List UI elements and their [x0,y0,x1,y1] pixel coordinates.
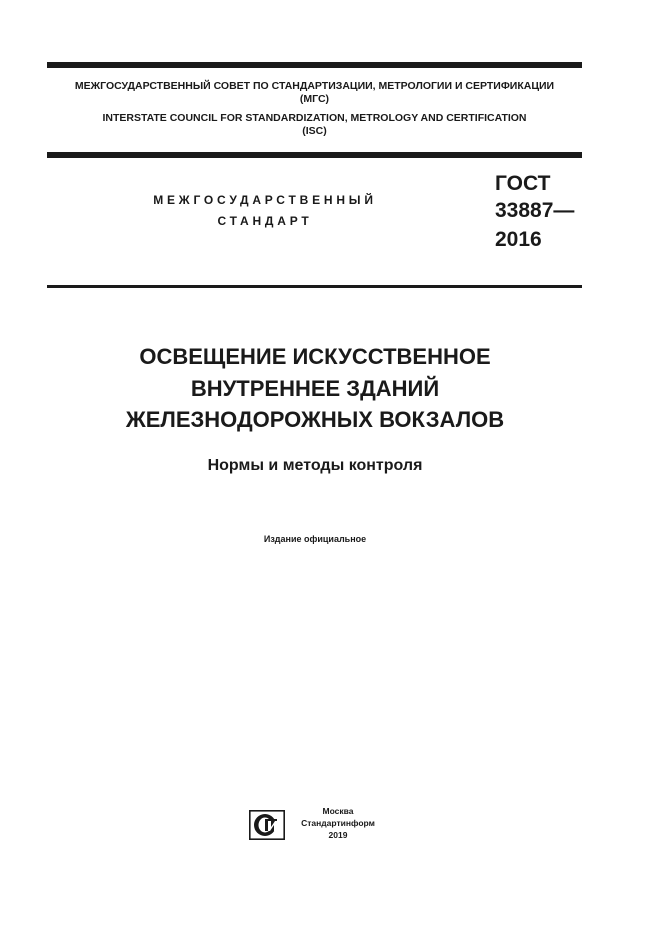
council-en-name: INTERSTATE COUNCIL FOR STANDARDIZATION, METROLOGY AND CERTIFICATION [102,112,527,124]
standard-type-line2: СТАНДАРТ [217,214,313,228]
thin-rule [47,285,582,288]
standartinform-logo-icon [249,810,285,840]
council-ru [47,80,582,106]
gost-prefix: ГОСТ [495,172,551,195]
council-en-abbr: (ISC) [302,125,327,137]
title-line1: ОСВЕЩЕНИЕ ИСКУССТВЕННОЕ [139,344,491,369]
publisher-name: Стандартинформ [301,818,375,828]
council-ru-name: МЕЖГОСУДАРСТВЕННЫЙ СОВЕТ ПО СТАНДАРТИЗАЦИИ, МЕТРОЛОГИИ И СЕРТИФИКАЦИИ [74,80,555,92]
title-line3: ЖЕЛЕЗНОДОРОЖНЫХ ВОКЗАЛОВ [125,407,505,432]
title-line2: ВНУТРЕННЕЕ ЗДАНИЙ [190,376,440,401]
council-en [47,112,582,138]
council-ru-abbr: (МГС) [299,93,330,105]
gost-year: 2016 [495,228,542,251]
top-rule [47,62,582,68]
standard-type-line1: МЕЖГОСУДАРСТВЕННЫЙ [153,193,377,207]
gost-number: 33887— [495,199,575,222]
publisher-year: 2019 [328,830,348,840]
edition-label: Издание официальное [263,534,367,544]
publisher-city: Москва [322,806,354,816]
subtitle: Нормы и методы контроля [207,457,423,474]
middle-rule [47,152,582,158]
